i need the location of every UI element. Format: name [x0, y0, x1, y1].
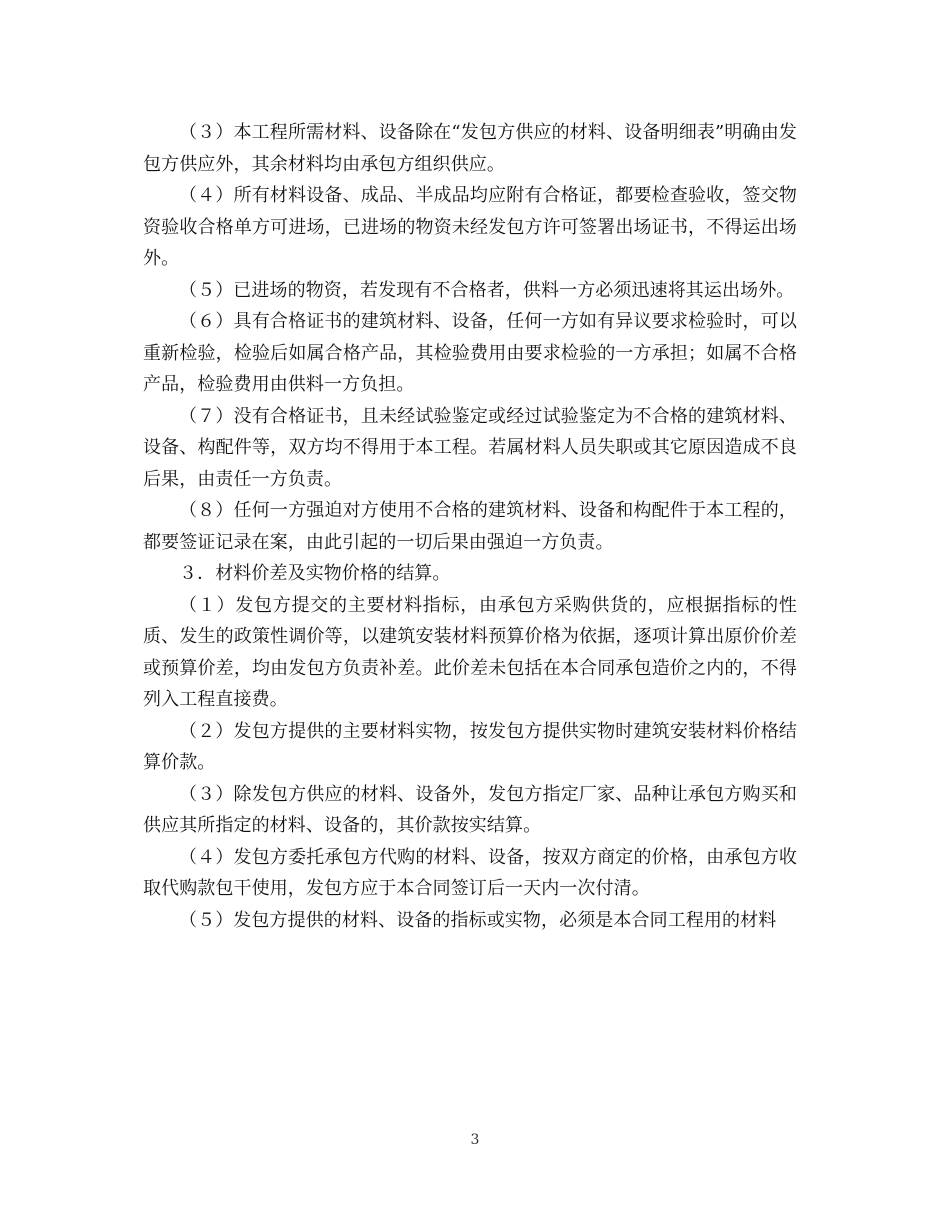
paragraph-3-4: （４）所有材料设备、成品、半成品均应附有合格证，都要检查验收，签交物资验收合格单方可进场，已进场的物资未经发包方许可签署出场证书，不得运出场外。 — [143, 185, 797, 269]
paragraph-3-7: （７）没有合格证书，且未经试验鉴定或经过试验鉴定为不合格的建筑材料、设备、构配件等，双方均不得用于本工程。若属材料人员失职或其它原因造成不良后果，由责任一方负责。 — [143, 405, 797, 490]
paragraph-price-4: （４）发包方委托承包方代购的材料、设备，按双方商定的价格，由承包方收取代购款包干使用，发包方应于本合同签订后一天内一次付清。 — [143, 846, 797, 899]
paragraph-3-6: （６）具有合格证书的建筑材料、设备，任何一方如有异议要求检验时，可以重新检验，检验后如属合格产品，其检验费用由要求检验的一方承担；如属不合格产品，检验费用由供料一方负担。 — [143, 311, 797, 395]
paragraph-3-8: （８）任何一方强迫对方使用不合格的建筑材料、设备和构配件于本工程的，都要签证记录在案，由此引起的一切后果由强迫一方负责。 — [143, 500, 797, 553]
paragraph-3-5: （５）已进场的物资，若发现有不合格者，供料一方必须迅速将其运出场外。 — [179, 279, 795, 301]
paragraph-3-3: （３）本工程所需材料、设备除在“发包方供应的材料、设备明细表”明确由发包方供应外，其余材料均由承包方组织供应。 — [143, 122, 797, 175]
paragraph-price-3: （３）除发包方供应的材料、设备外，发包方指定厂家、品种让承包方购买和供应其所指定的材料、设备的，其价款按实结算。 — [143, 783, 797, 836]
paragraph-price-1: （１）发包方提交的主要材料指标，由承包方采购供货的，应根据指标的性质、发生的政策性调价等，以建筑安装材料预算价格为依据，逐项计算出原价价差或预算价差，均由发包方负责补差。此价差未包括在本合同承包造价之内的，不得列入工程直接费。 — [143, 594, 797, 710]
document-body — [143, 117, 797, 936]
paragraph-price-5: （５）发包方提供的材料、设备的指标或实物，必须是本合同工程用的材料 — [179, 909, 777, 931]
page-number: 3 — [470, 1132, 480, 1148]
section-heading-3: ３．材料价差及实物价格的结算。 — [179, 563, 451, 584]
paragraph-price-2: （２）发包方提供的主要材料实物，按发包方提供实物时建筑安装材料价格结算价款。 — [143, 720, 797, 773]
